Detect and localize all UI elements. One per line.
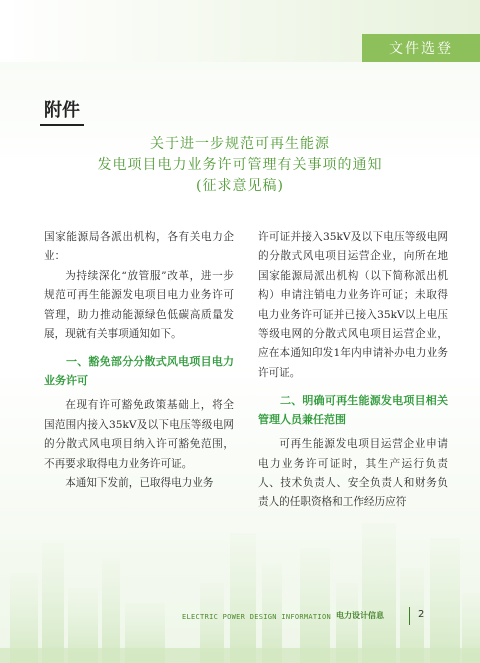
title-line-3: (征求意见稿): [196, 178, 284, 194]
left-column: [44, 228, 234, 493]
section-2-paragraph: 可再生能源发电项目运营企业申请电力业务许可证时，其生产运行负责人、技术负责人、安全负责人和财务负责人的任职资格和工作经历应符: [258, 438, 448, 509]
footer-publication-chinese: 电力设计信息: [336, 611, 384, 620]
title-line-2: 发电项目电力业务许可管理有关事项的通知: [97, 157, 383, 173]
attachment-label: 附件: [40, 96, 84, 126]
paragraph-continued: 本通知下发前，已取得电力业务: [65, 477, 214, 490]
salutation: 国家能源局各派出机构，各有关电力企业：: [44, 231, 234, 263]
section-tag: 文件选登: [362, 34, 480, 62]
title-line-1: 关于进一步规范可再生能源: [150, 136, 330, 152]
page-number: 2: [418, 609, 425, 620]
continued-paragraph: 许可证并接入35kV及以下电压等级电网的分散式风电项目运营企业，向所在地国家能源局派出机构（以下简称派出机构）申请注销电力业务许可证；未取得电力业务许可证并已接入35kV以上电压等级电网的分散式风电项目运营企业，应在本通知印发1年内申请补办电力业务许可证。: [258, 231, 448, 379]
section-1-paragraph: 在现有许可豁免政策基础上，将全国范围内接入35kV及以下电压等级电网的分散式风电项目纳入许可豁免范围，不再要求取得电力业务许可证。: [44, 399, 234, 470]
document-title: [40, 134, 440, 197]
intro-paragraph: 为持续深化“放管服”改革，进一步规范可再生能源发电项目电力业务许可管理，助力推动能源绿色低碳高质量发展，现就有关事项通知如下。: [44, 269, 234, 341]
section-heading-1: 一、豁免部分分散式风电项目电力业务许可: [44, 355, 234, 388]
section-heading-2: 二、明确可再生能源发电项目相关管理人员兼任范围: [258, 394, 448, 427]
footer-divider: [409, 607, 410, 625]
right-column: [258, 228, 448, 513]
footer-publication-english: ELECTRIC POWER DESIGN INFORMATION: [182, 613, 331, 621]
